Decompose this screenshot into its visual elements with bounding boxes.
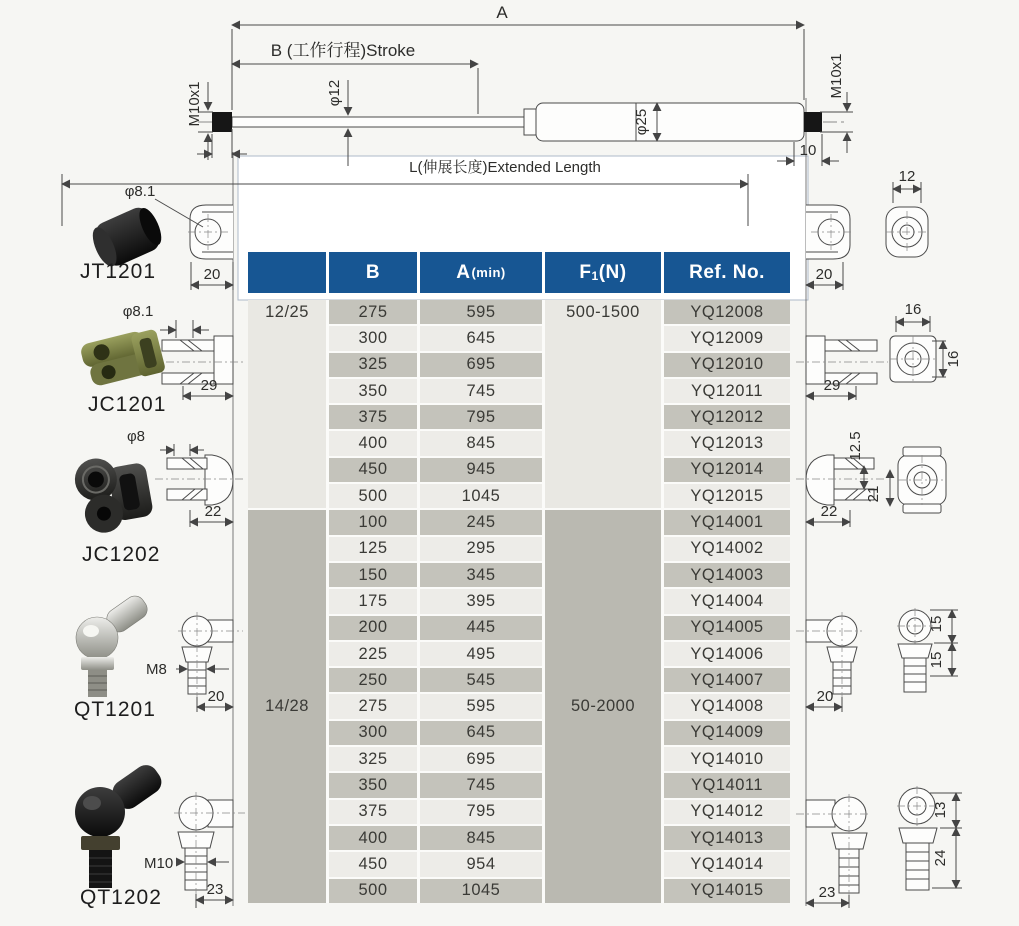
cell-ref: YQ12010 — [664, 353, 790, 377]
eyelet-drawing-right — [806, 168, 928, 290]
cell-b: 375 — [329, 800, 417, 824]
cell-a-min: 745 — [420, 773, 542, 797]
cell-ref: YQ12012 — [664, 405, 790, 429]
thread-right-label: M10x1 — [828, 53, 845, 99]
cell-b: 275 — [329, 300, 417, 324]
cell-ref: YQ12013 — [664, 431, 790, 455]
qt1201-drawing-left — [146, 612, 243, 712]
cell-a-min: 245 — [420, 510, 542, 534]
clevis-drawing-right — [796, 301, 962, 400]
cell-a-min: 845 — [420, 431, 542, 455]
cell-a-min: 295 — [420, 537, 542, 561]
header-col-blank — [248, 252, 326, 293]
cell-b: 300 — [329, 721, 417, 745]
header-f-rest: (N) — [598, 261, 627, 283]
cell-ref: YQ14005 — [664, 616, 790, 640]
left-thread-tip — [212, 112, 232, 132]
dim-label: 23 — [206, 881, 224, 898]
cell-b: 450 — [329, 458, 417, 482]
dim-label: 20 — [816, 688, 834, 705]
cell-a-min: 795 — [420, 405, 542, 429]
cell-b: 275 — [329, 694, 417, 718]
dim-label: 16 — [904, 301, 922, 318]
header-col-a-min — [420, 252, 542, 293]
dim-label: 12 — [898, 168, 916, 185]
cell-ref: YQ14006 — [664, 642, 790, 666]
cell-b: 225 — [329, 642, 417, 666]
cell-b: 400 — [329, 826, 417, 850]
cell-ref: YQ12015 — [664, 484, 790, 508]
spec-table-body — [248, 300, 790, 903]
cell-ref: YQ14011 — [664, 773, 790, 797]
cell-a-min: 595 — [420, 300, 542, 324]
group-size-cell: 12/25 — [248, 300, 326, 508]
dim-label: 21 — [865, 485, 882, 503]
dim-label: 23 — [818, 884, 836, 901]
force-range-cell: 50-2000 — [545, 510, 661, 902]
cell-b: 400 — [329, 431, 417, 455]
jc1202-photo — [72, 450, 156, 536]
thread-left-label: M10x1 — [186, 81, 203, 127]
cell-a-min: 795 — [420, 800, 542, 824]
header-f-main: F — [579, 261, 592, 283]
cell-b: 175 — [329, 589, 417, 613]
cell-b: 250 — [329, 668, 417, 692]
cell-ref: YQ14001 — [664, 510, 790, 534]
cell-a-min: 445 — [420, 616, 542, 640]
cell-a-min: 545 — [420, 668, 542, 692]
qt1201-photo — [76, 592, 151, 697]
cell-b: 325 — [329, 353, 417, 377]
clevis2-drawing-right — [796, 431, 946, 527]
cell-b: 100 — [329, 510, 417, 534]
jc1201-photo — [79, 327, 166, 391]
dim-label: φ8.1 — [122, 303, 154, 320]
tube-diameter-label: φ25 — [633, 108, 650, 136]
header-col-b: B — [329, 252, 417, 293]
dim-b-stroke-label: B (工作行程)Stroke — [270, 41, 416, 60]
dim-label: 29 — [200, 377, 218, 394]
cell-a-min: 745 — [420, 379, 542, 403]
dim-label: φ8.1 — [124, 183, 156, 200]
cell-a-min: 395 — [420, 589, 542, 613]
cell-ref: YQ14010 — [664, 747, 790, 771]
cell-ref: YQ14012 — [664, 800, 790, 824]
group-size-cell: 14/28 — [248, 510, 326, 902]
cell-ref: YQ14014 — [664, 852, 790, 876]
dim-label: φ8 — [126, 428, 146, 445]
dim-label: 12.5 — [847, 431, 864, 461]
cell-b: 450 — [329, 852, 417, 876]
cell-a-min: 595 — [420, 694, 542, 718]
right-thread-tip — [804, 112, 822, 132]
cell-ref: YQ14007 — [664, 668, 790, 692]
dim-a-label: A — [496, 3, 508, 22]
cell-a-min: 495 — [420, 642, 542, 666]
dim-label: 22 — [204, 503, 222, 520]
cell-ref: YQ12014 — [664, 458, 790, 482]
cell-b: 500 — [329, 484, 417, 508]
cell-ref: YQ14002 — [664, 537, 790, 561]
dim-extended-length-label: L(伸展长度)Extended Length — [409, 159, 601, 176]
header-f-sub: 1 — [591, 268, 599, 283]
header-col-ref-no: Ref. No. — [664, 252, 790, 293]
cell-a-min: 845 — [420, 826, 542, 850]
cell-ref: YQ14003 — [664, 563, 790, 587]
dim-label: 20 — [203, 266, 221, 283]
cell-ref: YQ14013 — [664, 826, 790, 850]
cell-ref: YQ12011 — [664, 379, 790, 403]
cell-ref: YQ14004 — [664, 589, 790, 613]
header-col-f1n — [545, 252, 661, 293]
dim-label: 20 — [207, 688, 225, 705]
fitting-code-qt1201: QT1201 — [74, 698, 156, 721]
fitting-code-jc1202: JC1202 — [82, 543, 161, 566]
cell-b: 375 — [329, 405, 417, 429]
cell-a-min: 345 — [420, 563, 542, 587]
cell-a-min: 945 — [420, 458, 542, 482]
dim-10-label: 10 — [799, 142, 817, 159]
ballstud2-drawing-right — [796, 786, 962, 908]
dim-label: 29 — [823, 377, 841, 394]
dim-label: 16 — [945, 350, 962, 368]
fitting-code-qt1202: QT1202 — [80, 886, 162, 909]
cell-ref: YQ14009 — [664, 721, 790, 745]
cell-a-min: 954 — [420, 852, 542, 876]
fitting-code-jc1201: JC1201 — [88, 393, 167, 416]
cell-a-min: 645 — [420, 721, 542, 745]
force-range-cell: 500-1500 — [545, 300, 661, 508]
dim-label: 24 — [932, 849, 949, 867]
cell-b: 150 — [329, 563, 417, 587]
cell-b: 300 — [329, 326, 417, 350]
spec-table-header — [248, 252, 790, 293]
ballstud-drawing-right — [796, 608, 958, 712]
cell-a-min: 695 — [420, 353, 542, 377]
dim-label: 22 — [820, 503, 838, 520]
cell-ref: YQ12009 — [664, 326, 790, 350]
dim-label: M10 — [144, 855, 174, 872]
cell-b: 500 — [329, 879, 417, 903]
cell-a-min: 645 — [420, 326, 542, 350]
fitting-code-jt1201: JT1201 — [80, 260, 157, 283]
cell-b: 350 — [329, 379, 417, 403]
dim-label: M8 — [146, 661, 167, 678]
header-a-sub: (min) — [471, 265, 506, 280]
cell-a-min: 1045 — [420, 484, 542, 508]
cell-b: 125 — [329, 537, 417, 561]
cell-b: 200 — [329, 616, 417, 640]
spec-table — [248, 252, 790, 903]
dim-label: 15 — [928, 651, 945, 669]
header-a-main: A — [456, 261, 471, 283]
cell-ref: YQ14008 — [664, 694, 790, 718]
cell-a-min: 695 — [420, 747, 542, 771]
cell-a-min: 1045 — [420, 879, 542, 903]
cell-b: 325 — [329, 747, 417, 771]
cell-b: 350 — [329, 773, 417, 797]
dim-rod-diameter-label: φ12 — [326, 79, 343, 107]
dim-label: 20 — [815, 266, 833, 283]
dim-label: 13 — [932, 801, 949, 819]
dim-label: 15 — [928, 615, 945, 633]
cell-ref: YQ12008 — [664, 300, 790, 324]
cell-ref: YQ14015 — [664, 879, 790, 903]
